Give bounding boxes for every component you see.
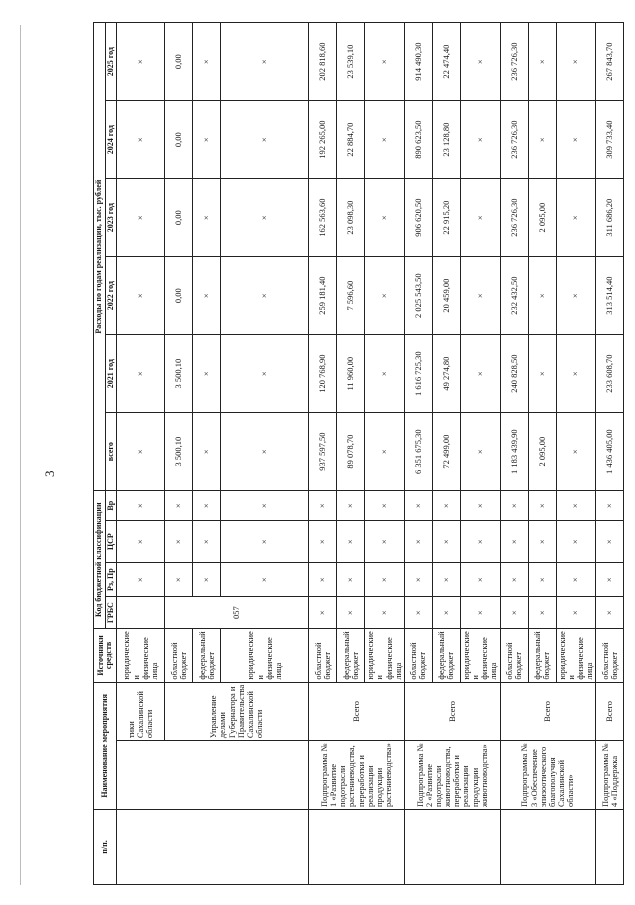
cell-total: 1 436 405,00	[596, 413, 624, 491]
cell-csr: ×	[337, 521, 365, 563]
cell-csr: ×	[460, 521, 500, 563]
cell-2021: 49 274,80	[432, 335, 460, 413]
cell-2025: 23 539,10	[337, 23, 365, 101]
cell-vr: ×	[193, 491, 221, 521]
cell-2021: ×	[193, 335, 221, 413]
cell-total: 1 183 439,90	[500, 413, 528, 491]
cell-rz-pr: ×	[556, 563, 596, 597]
cell-source: юридические и физические лица	[117, 629, 165, 683]
cell-csr: ×	[404, 521, 432, 563]
cell-total: ×	[556, 413, 596, 491]
cell-2021: ×	[460, 335, 500, 413]
cell-vr: ×	[365, 491, 405, 521]
header-rz-pr: Рз, Пр	[105, 563, 117, 597]
header-vr: Вр	[105, 491, 117, 521]
cell-name-tail: тики Сахалинской области	[117, 682, 165, 740]
header-2024: 2024 год	[105, 101, 117, 179]
cell-2024: ×	[556, 101, 596, 179]
cell-2025: 914 490,30	[404, 23, 432, 101]
cell-rz-pr: ×	[365, 563, 405, 597]
cell-total-label: Всего	[309, 682, 405, 740]
cell-grbs: 057	[165, 597, 309, 629]
cell-source: федеральный бюджет	[432, 629, 460, 683]
cell-rz-pr: ×	[221, 563, 309, 597]
cell-2024: ×	[460, 101, 500, 179]
cell-source: федеральный бюджет	[337, 629, 365, 683]
cell-2023: ×	[117, 179, 165, 257]
cell-vr: ×	[117, 491, 165, 521]
cell-2024: 0,00	[165, 101, 193, 179]
cell-total: ×	[460, 413, 500, 491]
cell-csr: ×	[556, 521, 596, 563]
cell-grbs	[117, 597, 165, 629]
budget-table	[93, 22, 624, 885]
cell-grbs: ×	[337, 597, 365, 629]
cell-csr: ×	[165, 521, 193, 563]
cell-2024: ×	[365, 101, 405, 179]
cell-csr: ×	[365, 521, 405, 563]
cell-2023: 22 915,20	[432, 179, 460, 257]
cell-no	[404, 810, 500, 885]
cell-total: ×	[221, 413, 309, 491]
cell-2021: 11 960,00	[337, 335, 365, 413]
page-top-edge	[20, 25, 21, 885]
cell-rz-pr: ×	[193, 563, 221, 597]
cell-2021: ×	[117, 335, 165, 413]
cell-source: юридические и физические лица	[460, 629, 500, 683]
header-2025: 2025 год	[105, 23, 117, 101]
cell-2023: ×	[556, 179, 596, 257]
header-source: Источники средств	[94, 629, 117, 683]
cell-2021: 3 500,10	[165, 335, 193, 413]
cell-rz-pr: ×	[500, 563, 528, 597]
cell-2022: 232 432,50	[500, 257, 528, 335]
cell-source: юридические и физические лица	[365, 629, 405, 683]
cell-total: ×	[193, 413, 221, 491]
cell-vr: ×	[460, 491, 500, 521]
cell-grbs: ×	[596, 597, 624, 629]
cell-2024: ×	[193, 101, 221, 179]
cell-2021: 233 608,70	[596, 335, 624, 413]
cell-2022: ×	[117, 257, 165, 335]
cell-2025: 202 818,60	[309, 23, 337, 101]
cell-source: федеральный бюджет	[193, 629, 221, 683]
cell-vr: ×	[404, 491, 432, 521]
cell-grbs: ×	[460, 597, 500, 629]
cell-csr: ×	[528, 521, 556, 563]
cell-source: областной бюджет	[404, 629, 432, 683]
cell-grbs: ×	[528, 597, 556, 629]
cell-rz-pr: ×	[404, 563, 432, 597]
cell-grbs: ×	[556, 597, 596, 629]
header-total: всего	[105, 413, 117, 491]
cell-rz-pr: ×	[432, 563, 460, 597]
cell-2023: ×	[460, 179, 500, 257]
header-code-group: Код бюджетной классификации	[94, 491, 106, 629]
cell-source: областной бюджет	[500, 629, 528, 683]
cell-rz-pr: ×	[337, 563, 365, 597]
cell-rz-pr: ×	[460, 563, 500, 597]
cell-2022: 20 459,00	[432, 257, 460, 335]
cell-2025: 267 843,70	[596, 23, 624, 101]
cell-2023: 162 563,60	[309, 179, 337, 257]
cell-2024: ×	[117, 101, 165, 179]
cell-2022: 2 025 543,50	[404, 257, 432, 335]
cell-no	[309, 810, 405, 885]
cell-2022: 0,00	[165, 257, 193, 335]
cell-vr: ×	[165, 491, 193, 521]
cell-2022: ×	[556, 257, 596, 335]
cell-2023: 311 686,20	[596, 179, 624, 257]
cell-vr: ×	[337, 491, 365, 521]
cell-2025: 236 726,30	[500, 23, 528, 101]
cell-source: юридические и физические лица	[221, 629, 309, 683]
cell-vr: ×	[221, 491, 309, 521]
header-row-1	[94, 23, 106, 885]
cell-org-name: Управление делами Губернатора и Правительства Сахалинской области	[165, 682, 309, 740]
cell-2021: ×	[556, 335, 596, 413]
cell-2023: ×	[193, 179, 221, 257]
cell-csr: ×	[117, 521, 165, 563]
cell-csr: ×	[193, 521, 221, 563]
cell-2024: ×	[221, 101, 309, 179]
cell-total: ×	[365, 413, 405, 491]
table-row	[596, 23, 624, 885]
cell-grbs: ×	[404, 597, 432, 629]
cell-2023: 906 620,50	[404, 179, 432, 257]
cell-2025: ×	[193, 23, 221, 101]
cell-csr: ×	[500, 521, 528, 563]
cell-vr: ×	[596, 491, 624, 521]
cell-no	[500, 810, 596, 885]
cell-2022: ×	[460, 257, 500, 335]
cell-2021: ×	[221, 335, 309, 413]
cell-source: юридические и физические лица	[556, 629, 596, 683]
cell-rz-pr: ×	[309, 563, 337, 597]
cell-vr: ×	[309, 491, 337, 521]
cell-no	[596, 810, 624, 885]
cell-2025: ×	[528, 23, 556, 101]
cell-2022: 7 596,60	[337, 257, 365, 335]
cell-vr: ×	[556, 491, 596, 521]
cell-rz-pr: ×	[528, 563, 556, 597]
cell-2025: ×	[117, 23, 165, 101]
cell-2021: 240 828,50	[500, 335, 528, 413]
cell-2023: ×	[221, 179, 309, 257]
cell-2022: ×	[193, 257, 221, 335]
cell-csr: ×	[221, 521, 309, 563]
header-2021: 2021 год	[105, 335, 117, 413]
cell-2022: 259 181,40	[309, 257, 337, 335]
table-row	[404, 23, 432, 885]
cell-2021: 1 616 725,30	[404, 335, 432, 413]
cell-rz-pr: ×	[596, 563, 624, 597]
cell-source: областной бюджет	[596, 629, 624, 683]
cell-2023: 23 098,30	[337, 179, 365, 257]
cell-grbs: ×	[432, 597, 460, 629]
cell-2023: ×	[365, 179, 405, 257]
cell-grbs: ×	[365, 597, 405, 629]
cell-2024: 309 733,40	[596, 101, 624, 179]
cell-total: 72 499,00	[432, 413, 460, 491]
cell-2022: ×	[528, 257, 556, 335]
cell-2022: ×	[221, 257, 309, 335]
cell-source: областной бюджет	[165, 629, 193, 683]
header-name: Наименование мероприятия	[94, 682, 117, 809]
header-2023: 2023 год	[105, 179, 117, 257]
cell-source: областной бюджет	[309, 629, 337, 683]
cell-vr: ×	[528, 491, 556, 521]
cell-2021: ×	[528, 335, 556, 413]
cell-source: федеральный бюджет	[528, 629, 556, 683]
cell-rz-pr: ×	[117, 563, 165, 597]
cell-program-name: Подпрограмма № 1 «Развитие подотрасли растениеводства, переработки и реализации продукции растениеводства»	[309, 741, 405, 810]
header-no: п/п.	[94, 810, 117, 885]
cell-rz-pr: ×	[165, 563, 193, 597]
table-row	[500, 23, 528, 885]
header-grbs: ГРБС	[105, 597, 117, 629]
header-2022: 2022 год	[105, 257, 117, 335]
cell-2025: ×	[221, 23, 309, 101]
cell-program-name: Подпрограмма № 3 «Обеспечение эпизоотического благополучия Сахалинской области»	[500, 741, 596, 810]
cell-total-label: Всего	[404, 682, 500, 740]
cell-program-name: Подпрограмма № 2 «Развитие подотрасли животноводства, переработки и реализации продукции животноводства»	[404, 741, 500, 810]
cell-total: 6 351 675,30	[404, 413, 432, 491]
cell-2022: ×	[365, 257, 405, 335]
cell-csr: ×	[596, 521, 624, 563]
cell-2025: ×	[365, 23, 405, 101]
cell-2025: ×	[556, 23, 596, 101]
cell-total: 89 078,70	[337, 413, 365, 491]
cell-2022: 313 514,40	[596, 257, 624, 335]
cell-2023: 2 095,00	[528, 179, 556, 257]
cell-2024: 23 128,80	[432, 101, 460, 179]
cell-2023: 0,00	[165, 179, 193, 257]
table-row	[309, 23, 337, 885]
header-expenses-group: Расходы по годам реализации, тыс. рублей	[94, 23, 106, 491]
cell-prev-program	[117, 741, 309, 810]
cell-2024: 22 884,70	[337, 101, 365, 179]
cell-2024: ×	[528, 101, 556, 179]
header-csr: ЦСР	[105, 521, 117, 563]
table-row	[117, 23, 165, 885]
cell-total: 2 095,00	[528, 413, 556, 491]
cell-grbs: ×	[500, 597, 528, 629]
cell-total-label: Всего	[596, 682, 624, 740]
cell-grbs: ×	[309, 597, 337, 629]
cell-total: ×	[117, 413, 165, 491]
cell-total: 3 500,10	[165, 413, 193, 491]
cell-no	[117, 810, 309, 885]
cell-2021: 120 768,90	[309, 335, 337, 413]
cell-2025: ×	[460, 23, 500, 101]
cell-2024: 890 623,50	[404, 101, 432, 179]
cell-total-label: Всего	[500, 682, 596, 740]
cell-csr: ×	[309, 521, 337, 563]
cell-program-name: Подпрограмма № 4 «Поддержка	[596, 741, 624, 810]
cell-csr: ×	[432, 521, 460, 563]
cell-vr: ×	[500, 491, 528, 521]
cell-2025: 22 474,40	[432, 23, 460, 101]
cell-total: 937 597,50	[309, 413, 337, 491]
cell-2024: 236 726,30	[500, 101, 528, 179]
cell-2023: 236 726,30	[500, 179, 528, 257]
page-number: 3	[42, 470, 57, 477]
cell-2025: 0,00	[165, 23, 193, 101]
cell-vr: ×	[432, 491, 460, 521]
cell-2024: 192 265,00	[309, 101, 337, 179]
cell-2021: ×	[365, 335, 405, 413]
